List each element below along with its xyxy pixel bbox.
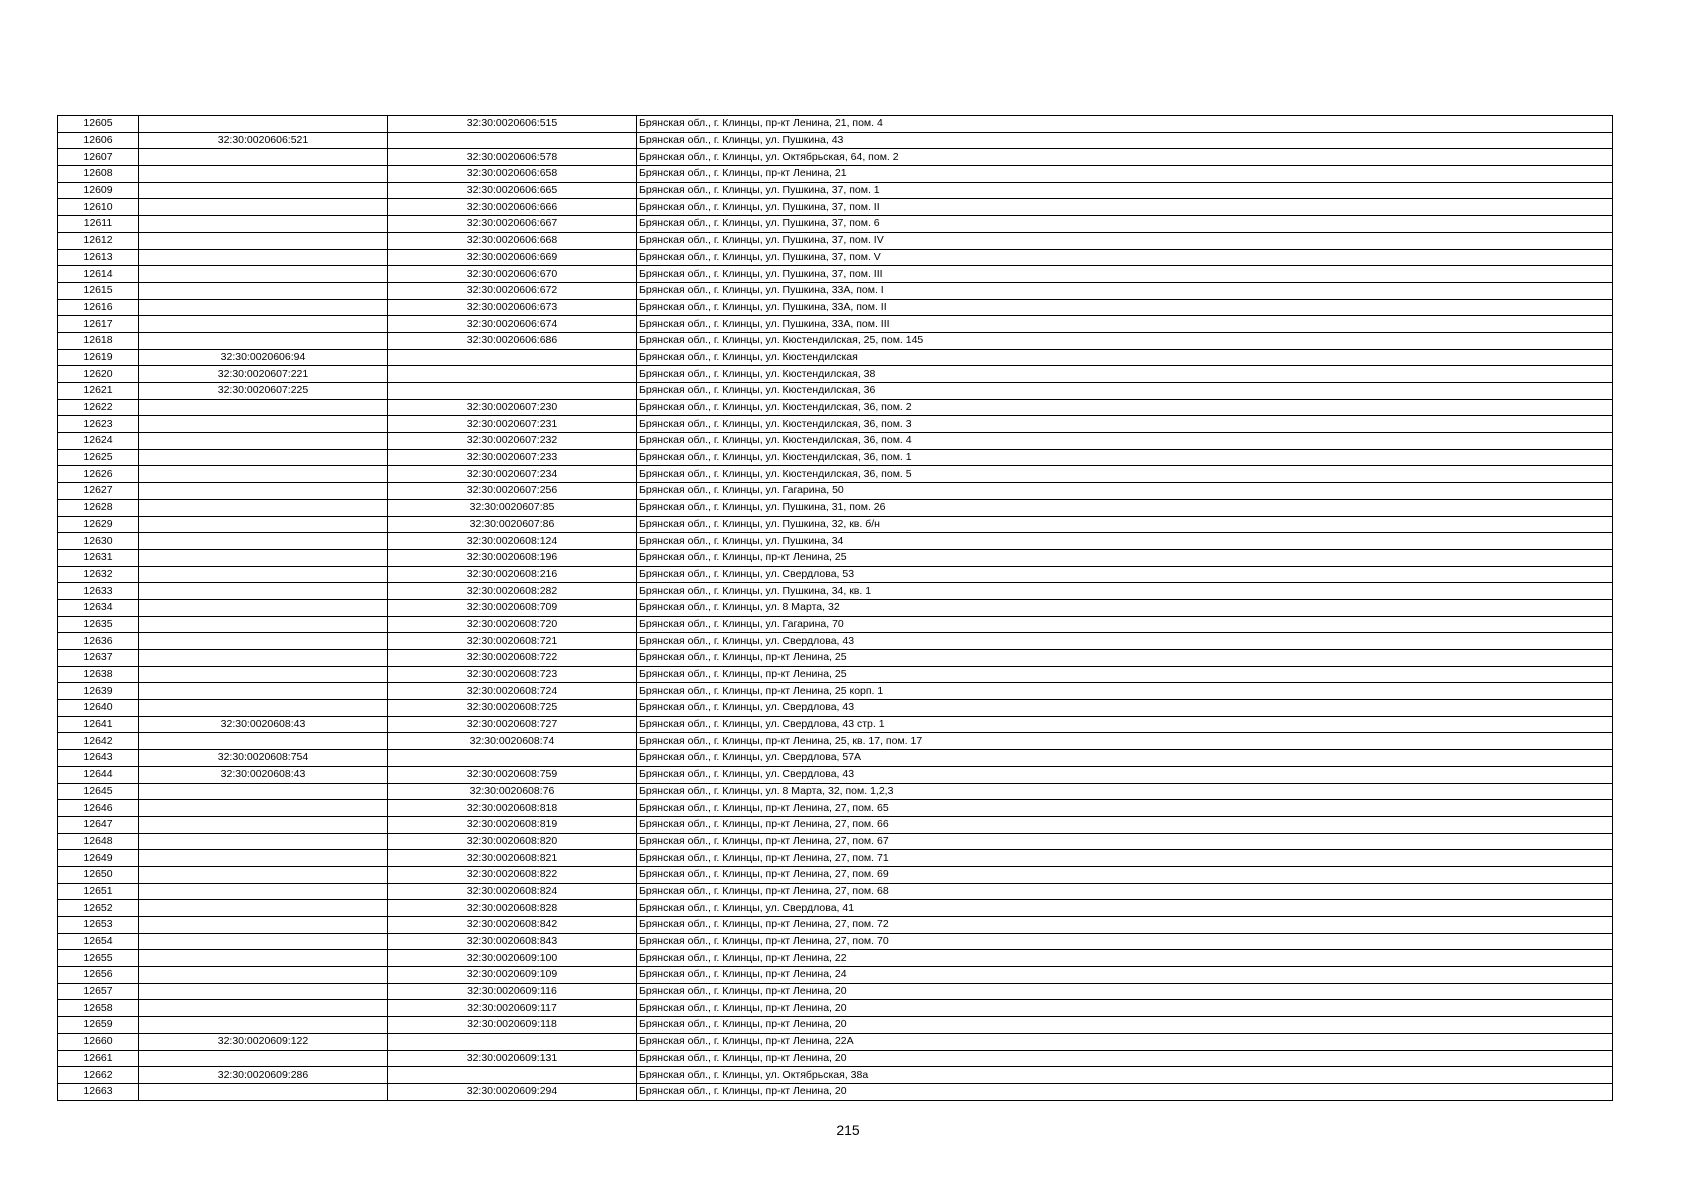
cadastral-number-cell: 32:30:0020607:225: [139, 383, 388, 400]
row-number: 12654: [58, 933, 139, 950]
row-number: 12619: [58, 349, 139, 366]
cadastral-number-cell: [139, 883, 388, 900]
row-number: 12656: [58, 967, 139, 984]
cadastral-number-cell: [139, 466, 388, 483]
cadastral-number-cell: [139, 249, 388, 266]
cadastral-number-cell: 32:30:0020608:828: [388, 900, 637, 917]
address-cell: Брянская обл., г. Клинцы, пр-кт Ленина, 27, пом. 67: [637, 833, 1613, 850]
table-row: [58, 316, 1613, 333]
cadastral-number-cell: [139, 850, 388, 867]
address-cell: Брянская обл., г. Клинцы, пр-кт Ленина, 27, пом. 69: [637, 866, 1613, 883]
address-cell: Брянская обл., г. Клинцы, ул. Свердлова, 43: [637, 766, 1613, 783]
address-cell: Брянская обл., г. Клинцы, пр-кт Ленина, 27, пом. 66: [637, 816, 1613, 833]
address-cell: Брянская обл., г. Клинцы, ул. Кюстендилская, 36: [637, 383, 1613, 400]
cadastral-number-cell: [139, 1000, 388, 1017]
row-number: 12618: [58, 332, 139, 349]
address-cell: Брянская обл., г. Клинцы, ул. Октябрьская, 38а: [637, 1067, 1613, 1084]
cadastral-number-cell: 32:30:0020608:723: [388, 666, 637, 683]
table-row: [58, 166, 1613, 183]
cadastral-number-cell: [139, 416, 388, 433]
address-cell: Брянская обл., г. Клинцы, пр-кт Ленина, 20: [637, 1000, 1613, 1017]
cadastral-number-cell: 32:30:0020607:234: [388, 466, 637, 483]
cadastral-number-cell: 32:30:0020607:221: [139, 366, 388, 383]
address-cell: Брянская обл., г. Клинцы, ул. Свердлова, 53: [637, 566, 1613, 583]
address-cell: Брянская обл., г. Клинцы, пр-кт Ленина, 20: [637, 1050, 1613, 1067]
row-number: 12629: [58, 516, 139, 533]
cadastral-number-cell: [139, 149, 388, 166]
row-number: 12624: [58, 433, 139, 450]
cadastral-number-cell: 32:30:0020606:666: [388, 199, 637, 216]
cadastral-number-cell: [139, 583, 388, 600]
row-number: 12655: [58, 950, 139, 967]
row-number: 12625: [58, 449, 139, 466]
address-cell: Брянская обл., г. Клинцы, ул. Кюстендилская: [637, 349, 1613, 366]
cadastral-number-cell: [388, 349, 637, 366]
cadastral-number-cell: [139, 967, 388, 984]
cadastral-number-cell: 32:30:0020607:232: [388, 433, 637, 450]
cadastral-number-cell: [139, 232, 388, 249]
row-number: 12615: [58, 282, 139, 299]
row-number: 12651: [58, 883, 139, 900]
row-number: 12626: [58, 466, 139, 483]
table-row: [58, 433, 1613, 450]
table-row: [58, 332, 1613, 349]
address-cell: Брянская обл., г. Клинцы, пр-кт Ленина, 21: [637, 166, 1613, 183]
cadastral-number-cell: 32:30:0020606:673: [388, 299, 637, 316]
address-cell: Брянская обл., г. Клинцы, ул. Пушкина, 37, пом. IV: [637, 232, 1613, 249]
table-row: [58, 917, 1613, 934]
table-row: [58, 383, 1613, 400]
cadastral-number-cell: [139, 599, 388, 616]
address-cell: Брянская обл., г. Клинцы, пр-кт Ленина, 25 корп. 1: [637, 683, 1613, 700]
table-row: [58, 700, 1613, 717]
records-table-body: [58, 116, 1613, 1101]
table-row: [58, 533, 1613, 550]
cadastral-number-cell: 32:30:0020606:521: [139, 132, 388, 149]
table-row: [58, 466, 1613, 483]
table-row: [58, 1050, 1613, 1067]
address-cell: Брянская обл., г. Клинцы, пр-кт Ленина, 20: [637, 1017, 1613, 1034]
address-cell: Брянская обл., г. Клинцы, ул. Пушкина, 37, пом. 1: [637, 182, 1613, 199]
cadastral-number-cell: [139, 1050, 388, 1067]
address-cell: Брянская обл., г. Клинцы, пр-кт Ленина, 27, пом. 71: [637, 850, 1613, 867]
table-row: [58, 266, 1613, 283]
address-cell: Брянская обл., г. Клинцы, ул. Свердлова, 57А: [637, 750, 1613, 767]
cadastral-number-cell: [139, 733, 388, 750]
table-row: [58, 766, 1613, 783]
cadastral-number-cell: [139, 666, 388, 683]
address-cell: Брянская обл., г. Клинцы, ул. Пушкина, 33А, пом. II: [637, 299, 1613, 316]
cadastral-number-cell: 32:30:0020608:759: [388, 766, 637, 783]
cadastral-number-cell: 32:30:0020608:43: [139, 766, 388, 783]
row-number: 12608: [58, 166, 139, 183]
cadastral-number-cell: [139, 516, 388, 533]
table-row: [58, 399, 1613, 416]
table-row: [58, 299, 1613, 316]
cadastral-number-cell: 32:30:0020608:720: [388, 616, 637, 633]
cadastral-number-cell: [139, 266, 388, 283]
records-table: [57, 115, 1613, 1101]
cadastral-number-cell: 32:30:0020606:686: [388, 332, 637, 349]
row-number: 12613: [58, 249, 139, 266]
table-row: [58, 483, 1613, 500]
address-cell: Брянская обл., г. Клинцы, ул. Пушкина, 33А, пом. III: [637, 316, 1613, 333]
cadastral-number-cell: 32:30:0020608:842: [388, 917, 637, 934]
cadastral-number-cell: [139, 633, 388, 650]
table-row: [58, 132, 1613, 149]
address-cell: Брянская обл., г. Клинцы, ул. Пушкина, 34, кв. 1: [637, 583, 1613, 600]
cadastral-number-cell: [139, 833, 388, 850]
table-row: [58, 750, 1613, 767]
row-number: 12644: [58, 766, 139, 783]
address-cell: Брянская обл., г. Клинцы, пр-кт Ленина, 24: [637, 967, 1613, 984]
cadastral-number-cell: 32:30:0020608:822: [388, 866, 637, 883]
address-cell: Брянская обл., г. Клинцы, ул. Свердлова, 43: [637, 633, 1613, 650]
row-number: 12617: [58, 316, 139, 333]
cadastral-number-cell: [139, 700, 388, 717]
cadastral-number-cell: 32:30:0020608:43: [139, 716, 388, 733]
table-row: [58, 566, 1613, 583]
address-cell: Брянская обл., г. Клинцы, ул. Кюстендилская, 36, пом. 3: [637, 416, 1613, 433]
address-cell: Брянская обл., г. Клинцы, ул. Свердлова, 43: [637, 700, 1613, 717]
cadastral-number-cell: 32:30:0020607:231: [388, 416, 637, 433]
cadastral-number-cell: 32:30:0020606:674: [388, 316, 637, 333]
cadastral-number-cell: [139, 549, 388, 566]
row-number: 12616: [58, 299, 139, 316]
cadastral-number-cell: [139, 650, 388, 667]
cadastral-number-cell: 32:30:0020609:294: [388, 1083, 637, 1100]
address-cell: Брянская обл., г. Клинцы, пр-кт Ленина, 25: [637, 666, 1613, 683]
cadastral-number-cell: [139, 866, 388, 883]
cadastral-number-cell: 32:30:0020608:824: [388, 883, 637, 900]
table-row: [58, 983, 1613, 1000]
cadastral-number-cell: 32:30:0020606:578: [388, 149, 637, 166]
row-number: 12610: [58, 199, 139, 216]
row-number: 12633: [58, 583, 139, 600]
table-row: [58, 599, 1613, 616]
address-cell: Брянская обл., г. Клинцы, пр-кт Ленина, 21, пом. 4: [637, 116, 1613, 133]
cadastral-number-cell: 32:30:0020607:230: [388, 399, 637, 416]
row-number: 12643: [58, 750, 139, 767]
table-row: [58, 449, 1613, 466]
address-cell: Брянская обл., г. Клинцы, пр-кт Ленина, 25: [637, 650, 1613, 667]
table-row: [58, 249, 1613, 266]
address-cell: Брянская обл., г. Клинцы, ул. Свердлова, 41: [637, 900, 1613, 917]
address-cell: Брянская обл., г. Клинцы, ул. Гагарина, 50: [637, 483, 1613, 500]
row-number: 12658: [58, 1000, 139, 1017]
address-cell: Брянская обл., г. Клинцы, ул. Пушкина, 37, пом. II: [637, 199, 1613, 216]
table-row: [58, 733, 1613, 750]
address-cell: Брянская обл., г. Клинцы, ул. Пушкина, 33А, пом. I: [637, 282, 1613, 299]
cadastral-number-cell: [139, 533, 388, 550]
table-row: [58, 666, 1613, 683]
row-number: 12660: [58, 1033, 139, 1050]
cadastral-number-cell: [139, 616, 388, 633]
address-cell: Брянская обл., г. Клинцы, пр-кт Ленина, 27, пом. 68: [637, 883, 1613, 900]
cadastral-number-cell: [139, 199, 388, 216]
row-number: 12648: [58, 833, 139, 850]
table-row: [58, 499, 1613, 516]
cadastral-number-cell: [139, 800, 388, 817]
table-row: [58, 216, 1613, 233]
cadastral-number-cell: [139, 216, 388, 233]
cadastral-number-cell: [388, 1067, 637, 1084]
row-number: 12605: [58, 116, 139, 133]
table-row: [58, 416, 1613, 433]
address-cell: Брянская обл., г. Клинцы, пр-кт Ленина, 22: [637, 950, 1613, 967]
cadastral-number-cell: 32:30:0020608:76: [388, 783, 637, 800]
table-row: [58, 633, 1613, 650]
cadastral-number-cell: [139, 683, 388, 700]
cadastral-number-cell: 32:30:0020609:116: [388, 983, 637, 1000]
table-row: [58, 199, 1613, 216]
table-row: [58, 1067, 1613, 1084]
table-row: [58, 182, 1613, 199]
cadastral-number-cell: 32:30:0020607:233: [388, 449, 637, 466]
cadastral-number-cell: 32:30:0020606:672: [388, 282, 637, 299]
table-row: [58, 833, 1613, 850]
row-number: 12639: [58, 683, 139, 700]
cadastral-number-cell: [139, 499, 388, 516]
cadastral-number-cell: [139, 282, 388, 299]
address-cell: Брянская обл., г. Клинцы, пр-кт Ленина, 20: [637, 983, 1613, 1000]
cadastral-number-cell: 32:30:0020609:100: [388, 950, 637, 967]
table-row: [58, 900, 1613, 917]
cadastral-number-cell: [139, 783, 388, 800]
table-row: [58, 349, 1613, 366]
row-number: 12662: [58, 1067, 139, 1084]
address-cell: Брянская обл., г. Клинцы, ул. Октябрьская, 64, пом. 2: [637, 149, 1613, 166]
address-cell: Брянская обл., г. Клинцы, ул. Пушкина, 31, пом. 26: [637, 499, 1613, 516]
table-row: [58, 1017, 1613, 1034]
cadastral-number-cell: 32:30:0020609:117: [388, 1000, 637, 1017]
table-row: [58, 616, 1613, 633]
cadastral-number-cell: 32:30:0020606:515: [388, 116, 637, 133]
address-cell: Брянская обл., г. Клинцы, пр-кт Ленина, 20: [637, 1083, 1613, 1100]
row-number: 12661: [58, 1050, 139, 1067]
cadastral-number-cell: 32:30:0020606:665: [388, 182, 637, 199]
cadastral-number-cell: 32:30:0020608:709: [388, 599, 637, 616]
cadastral-number-cell: 32:30:0020608:124: [388, 533, 637, 550]
table-row: [58, 866, 1613, 883]
table-row: [58, 683, 1613, 700]
row-number: 12653: [58, 917, 139, 934]
row-number: 12621: [58, 383, 139, 400]
address-cell: Брянская обл., г. Клинцы, ул. 8 Марта, 32, пом. 1,2,3: [637, 783, 1613, 800]
cadastral-number-cell: 32:30:0020608:74: [388, 733, 637, 750]
table-row: [58, 549, 1613, 566]
cadastral-number-cell: [388, 1033, 637, 1050]
address-cell: Брянская обл., г. Клинцы, пр-кт Ленина, 27, пом. 72: [637, 917, 1613, 934]
row-number: 12623: [58, 416, 139, 433]
cadastral-number-cell: 32:30:0020608:754: [139, 750, 388, 767]
row-number: 12640: [58, 700, 139, 717]
row-number: 12657: [58, 983, 139, 1000]
row-number: 12637: [58, 650, 139, 667]
cadastral-number-cell: [139, 816, 388, 833]
address-cell: Брянская обл., г. Клинцы, ул. Пушкина, 37, пом. III: [637, 266, 1613, 283]
row-number: 12634: [58, 599, 139, 616]
cadastral-number-cell: 32:30:0020606:668: [388, 232, 637, 249]
table-row: [58, 950, 1613, 967]
row-number: 12646: [58, 800, 139, 817]
cadastral-number-cell: 32:30:0020608:725: [388, 700, 637, 717]
cadastral-number-cell: 32:30:0020609:122: [139, 1033, 388, 1050]
row-number: 12638: [58, 666, 139, 683]
table-row: [58, 800, 1613, 817]
row-number: 12606: [58, 132, 139, 149]
row-number: 12607: [58, 149, 139, 166]
row-number: 12612: [58, 232, 139, 249]
table-row: [58, 149, 1613, 166]
cadastral-number-cell: [139, 900, 388, 917]
table-row: [58, 1000, 1613, 1017]
cadastral-number-cell: [139, 449, 388, 466]
cadastral-number-cell: [139, 1017, 388, 1034]
cadastral-number-cell: 32:30:0020608:843: [388, 933, 637, 950]
table-row: [58, 850, 1613, 867]
cadastral-number-cell: [388, 366, 637, 383]
cadastral-number-cell: 32:30:0020609:286: [139, 1067, 388, 1084]
address-cell: Брянская обл., г. Клинцы, пр-кт Ленина, 27, пом. 70: [637, 933, 1613, 950]
cadastral-number-cell: [139, 332, 388, 349]
cadastral-number-cell: [139, 299, 388, 316]
address-cell: Брянская обл., г. Клинцы, ул. Кюстендилская, 36, пом. 1: [637, 449, 1613, 466]
cadastral-number-cell: [139, 483, 388, 500]
row-number: 12659: [58, 1017, 139, 1034]
row-number: 12620: [58, 366, 139, 383]
cadastral-number-cell: 32:30:0020608:820: [388, 833, 637, 850]
address-cell: Брянская обл., г. Клинцы, ул. Пушкина, 37, пом. V: [637, 249, 1613, 266]
address-cell: Брянская обл., г. Клинцы, ул. Пушкина, 32, кв. б/н: [637, 516, 1613, 533]
cadastral-number-cell: 32:30:0020608:721: [388, 633, 637, 650]
address-cell: Брянская обл., г. Клинцы, пр-кт Ленина, 25: [637, 549, 1613, 566]
table-row: [58, 816, 1613, 833]
row-number: 12627: [58, 483, 139, 500]
cadastral-number-cell: 32:30:0020607:85: [388, 499, 637, 516]
row-number: 12652: [58, 900, 139, 917]
cadastral-number-cell: [139, 116, 388, 133]
address-cell: Брянская обл., г. Клинцы, ул. Кюстендилская, 36, пом. 2: [637, 399, 1613, 416]
table-row: [58, 232, 1613, 249]
row-number: 12642: [58, 733, 139, 750]
page-number: 215: [836, 1122, 860, 1138]
row-number: 12647: [58, 816, 139, 833]
cadastral-number-cell: [139, 566, 388, 583]
cadastral-number-cell: 32:30:0020608:196: [388, 549, 637, 566]
cadastral-number-cell: 32:30:0020608:722: [388, 650, 637, 667]
cadastral-number-cell: 32:30:0020608:821: [388, 850, 637, 867]
row-number: 12649: [58, 850, 139, 867]
cadastral-number-cell: 32:30:0020607:86: [388, 516, 637, 533]
cadastral-number-cell: 32:30:0020608:818: [388, 800, 637, 817]
cadastral-number-cell: [139, 399, 388, 416]
address-cell: Брянская обл., г. Клинцы, ул. Пушкина, 37, пом. 6: [637, 216, 1613, 233]
address-cell: Брянская обл., г. Клинцы, ул. 8 Марта, 32: [637, 599, 1613, 616]
table-row: [58, 933, 1613, 950]
cadastral-number-cell: [139, 166, 388, 183]
address-cell: Брянская обл., г. Клинцы, ул. Свердлова, 43 стр. 1: [637, 716, 1613, 733]
cadastral-number-cell: [388, 383, 637, 400]
row-number: 12636: [58, 633, 139, 650]
row-number: 12630: [58, 533, 139, 550]
address-cell: Брянская обл., г. Клинцы, пр-кт Ленина, 27, пом. 65: [637, 800, 1613, 817]
table-row: [58, 1033, 1613, 1050]
row-number: 12650: [58, 866, 139, 883]
cadastral-number-cell: [139, 933, 388, 950]
row-number: 12641: [58, 716, 139, 733]
cadastral-number-cell: 32:30:0020606:667: [388, 216, 637, 233]
cadastral-number-cell: [139, 182, 388, 199]
cadastral-number-cell: 32:30:0020606:669: [388, 249, 637, 266]
row-number: 12611: [58, 216, 139, 233]
row-number: 12622: [58, 399, 139, 416]
cadastral-number-cell: 32:30:0020608:216: [388, 566, 637, 583]
row-number: 12628: [58, 499, 139, 516]
row-number: 12614: [58, 266, 139, 283]
address-cell: Брянская обл., г. Клинцы, ул. Кюстендилская, 36, пом. 5: [637, 466, 1613, 483]
row-number: 12645: [58, 783, 139, 800]
address-cell: Брянская обл., г. Клинцы, ул. Кюстендилская, 36, пом. 4: [637, 433, 1613, 450]
cadastral-number-cell: 32:30:0020609:109: [388, 967, 637, 984]
row-number: 12632: [58, 566, 139, 583]
table-row: [58, 650, 1613, 667]
address-cell: Брянская обл., г. Клинцы, пр-кт Ленина, 22А: [637, 1033, 1613, 1050]
address-cell: Брянская обл., г. Клинцы, ул. Пушкина, 34: [637, 533, 1613, 550]
table-row: [58, 883, 1613, 900]
table-row: [58, 366, 1613, 383]
table-row: [58, 1083, 1613, 1100]
table-row: [58, 967, 1613, 984]
cadastral-number-cell: 32:30:0020606:658: [388, 166, 637, 183]
row-number: 12631: [58, 549, 139, 566]
row-number: 12609: [58, 182, 139, 199]
address-cell: Брянская обл., г. Клинцы, ул. Кюстендилская, 38: [637, 366, 1613, 383]
cadastral-number-cell: 32:30:0020609:118: [388, 1017, 637, 1034]
address-cell: Брянская обл., г. Клинцы, ул. Гагарина, 70: [637, 616, 1613, 633]
cadastral-number-cell: [139, 950, 388, 967]
table-row: [58, 282, 1613, 299]
address-cell: Брянская обл., г. Клинцы, ул. Пушкина, 43: [637, 132, 1613, 149]
cadastral-number-cell: [139, 433, 388, 450]
cadastral-number-cell: 32:30:0020606:670: [388, 266, 637, 283]
cadastral-number-cell: 32:30:0020608:724: [388, 683, 637, 700]
cadastral-number-cell: 32:30:0020608:727: [388, 716, 637, 733]
cadastral-number-cell: [388, 750, 637, 767]
table-row: [58, 783, 1613, 800]
cadastral-number-cell: [139, 983, 388, 1000]
cadastral-number-cell: [388, 132, 637, 149]
cadastral-number-cell: 32:30:0020608:819: [388, 816, 637, 833]
cadastral-number-cell: [139, 316, 388, 333]
table-row: [58, 516, 1613, 533]
address-cell: Брянская обл., г. Клинцы, пр-кт Ленина, 25, кв. 17, пом. 17: [637, 733, 1613, 750]
table-row: [58, 116, 1613, 133]
cadastral-number-cell: [139, 917, 388, 934]
address-cell: Брянская обл., г. Клинцы, ул. Кюстендилская, 25, пом. 145: [637, 332, 1613, 349]
cadastral-number-cell: 32:30:0020607:256: [388, 483, 637, 500]
row-number: 12635: [58, 616, 139, 633]
table-row: [58, 716, 1613, 733]
cadastral-number-cell: 32:30:0020609:131: [388, 1050, 637, 1067]
row-number: 12663: [58, 1083, 139, 1100]
cadastral-number-cell: 32:30:0020606:94: [139, 349, 388, 366]
cadastral-number-cell: [139, 1083, 388, 1100]
table-row: [58, 583, 1613, 600]
cadastral-number-cell: 32:30:0020608:282: [388, 583, 637, 600]
